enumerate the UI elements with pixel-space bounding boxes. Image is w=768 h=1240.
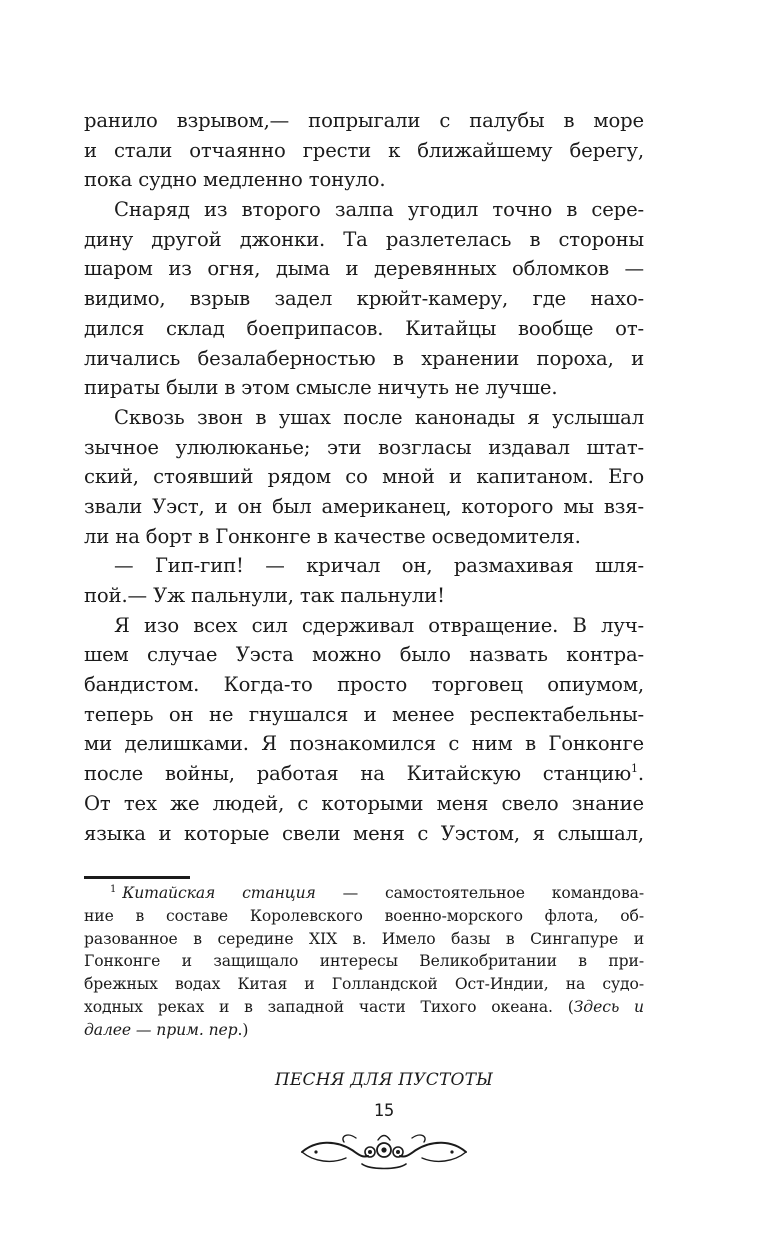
footnote-marker: 1 [110, 884, 117, 895]
text-line: шаром из огня, дыма и деревянных обломков — [84, 257, 644, 281]
footnote-reference[interactable]: 1 [631, 762, 638, 776]
text-line: зычное улюлюканье; эти возгласы издавал штат- [84, 435, 644, 459]
text-line: бандистом. Когда-то просто торговец опиумом, [84, 673, 644, 697]
footnote-line: Гонконге и защищало интересы Великобритании в при- [84, 952, 644, 971]
text-line: ский, стоявший рядом со мной и капитаном. Его [84, 465, 644, 489]
running-title: ПЕСНЯ ДЛЯ ПУСТОТЫ [274, 1070, 494, 1090]
text-line: Сквозь звон в ушах после канонады я услышал [114, 405, 644, 429]
text-line: пой.— Уж пальнули, так пальнули! [84, 584, 445, 607]
text-line: От тех же людей, с которыми меня свело знание [84, 791, 644, 815]
text-line: дился склад боеприпасов. Китайцы вообще от- [84, 316, 644, 340]
text-line: пираты были в этом смысле ничуть не лучше. [84, 376, 558, 400]
text-line: теперь он не гнушался и менее респектабельны- [84, 702, 644, 726]
page-number: 15 [373, 1101, 395, 1121]
footnote-divider [84, 876, 190, 879]
period: . [637, 762, 644, 786]
text-line: видимо, взрыв задел крюйт-камеру, где нахо- [84, 287, 644, 311]
text-line: языка и которые свели меня с Уэстом, я слышал, [84, 821, 644, 845]
footnote-line [84, 1019, 644, 1042]
text-line: пока судно медленно тонуло. [84, 168, 386, 192]
footnote [84, 882, 644, 1042]
text-line: — Гип-гип! — кричал он, размахивая шля- [114, 554, 644, 578]
ornament-icon [296, 1128, 472, 1172]
text-line: Снаряд из второго залпа угодил точно в сере- [114, 198, 644, 222]
text-line: личались безалаберностью в хранении пороха, и [84, 346, 644, 370]
footnote-line [84, 882, 644, 905]
footnote-term: Китайская станция [122, 884, 316, 902]
footnote-line: ние в составе Королевского военно-морского флота, об- [84, 906, 644, 925]
text-line-with-footnote-ref [84, 759, 644, 789]
text-line: ми делишками. Я познакомился с ним в Гонконге [84, 732, 644, 756]
footnote-italic: далее — прим. пер [84, 1020, 238, 1039]
text-line: шем случае Уэста можно было назвать контра- [84, 643, 644, 667]
footnote-text: .) [237, 1020, 249, 1039]
footnote-line: разованное в середине XIX в. Имело базы в Сингапуре и [84, 929, 644, 948]
footnote-line [84, 996, 644, 1019]
text-line: ранило взрывом,— попрыгали с палубы в море [84, 109, 644, 132]
text-line: и стали отчаянно грести к ближайшему берегу, [84, 138, 644, 162]
body-text [84, 106, 644, 848]
footnote-text: ходных реках и в западной части Тихого океана. ( [84, 997, 574, 1016]
footnote-text: — самостоятельное командова- [315, 884, 645, 902]
footnote-line: брежных водах Китая и Голландской Ост-Индии, на судо- [84, 975, 644, 994]
text-line: Я изо всех сил сдерживал отвращение. В луч- [114, 613, 644, 637]
text-line: звали Уэст, и он был американец, которого мы взя- [84, 494, 644, 518]
text-line: дину другой джонки. Та разлетелась в стороны [84, 227, 644, 251]
text-line: ли на борт в Гонконге в качестве осведомителя. [84, 524, 581, 548]
footnote-italic: Здесь и [573, 997, 644, 1016]
text-fragment: после войны, работая на Китайскую станцию [84, 762, 632, 786]
